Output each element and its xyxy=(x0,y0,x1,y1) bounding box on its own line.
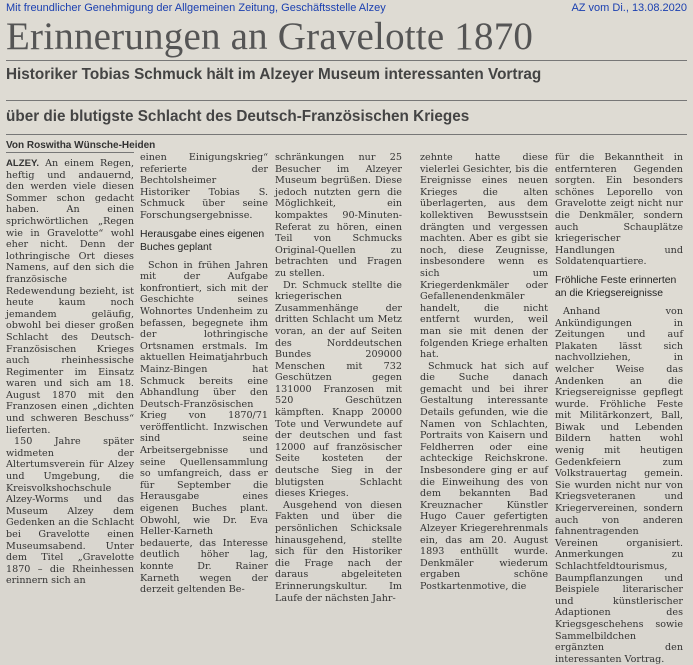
paragraph: Schon in frühen Jahren mit der Aufgabe konfrontiert, sich mit der Geschichte seines Wohnortes Undenheim zu befassen, begegnete ihm der lothringische Ortsnamen erstmals. Im aktuellen Heimatjahrbuch Mainz-Bingen hat Schmuck bereits eine Abhandlung über den Deutsch-Französischen Krieg von 1870/71 veröffentlicht. Inzwischen sind seine Arbeitsergebnisse und seine Quellensammlung so umfangreich, dass er für September die Herausgabe eines eigenen Buches plant. Obwohl, wie Dr. Eva Heller-Karneth bedauerte, das Interesse deutlich höher lag, konnte Dr. Rainer Karneth wegen der derzeit geltenden Be- xyxy=(140,259,268,596)
text-column-1 xyxy=(6,158,134,587)
text-column-2 xyxy=(140,152,268,596)
author-byline: Von Roswitha Wünsche-Heiden xyxy=(6,140,156,151)
dateline: ALZEY. xyxy=(6,158,40,169)
paragraph: einen Einigungskrieg“ referierte der Bechtolsheimer Historiker Tobias S. Schmuck über seine Forschungsergebnisse. xyxy=(140,152,268,221)
paragraph: 150 Jahre später widmeten der Altertumsverein für Alzey und Umgebung, die Kreisvolkshochschule Alzey-Worms und das Museum Alzey dem Gedenken an die Schlacht bei Gravelotte einen Museumsabend. Unter dem Titel „Gravelotte 1870 – die Rheinhessen erinnern sich an xyxy=(6,436,134,587)
article-subheading-1: Historiker Tobias Schmuck hält im Alzeyer Museum interessanten Vortrag xyxy=(6,66,542,83)
text-column-5 xyxy=(555,152,683,665)
paragraph xyxy=(6,158,134,436)
text-column-4 xyxy=(420,152,548,592)
paragraph: Ausgehend von diesen Fakten und über die persönlichen Schicksale hinausgehend, stellte sich für den Historiker die Frage nach der daraus abgeleiteten Erinnerungskultur. Im Laufe der nächsten Jahr- xyxy=(275,499,402,604)
text-column-3 xyxy=(275,152,402,604)
section-subheading: Fröhliche Feste erinnerten an die Kriegsereignisse xyxy=(555,274,677,299)
divider xyxy=(6,134,687,135)
paragraph: Schmuck hat sich auf die Suche danach gemacht und bei ihrer Gestaltung interessante Details gefunden, wie die Namen von Schlachten, Portraits von Kaisern und Feldherren oder eine achteckige Reichskrone. Insbesondere ging er auf die Einweihung des von dem bekannten Bad Kreuznacher Künstler Hugo Cauer gefertigten Alzeyer Kriegerehrenmals ein, das am 20. August 1893 enthüllt wurde. Denkmäler wiederum ergaben schöne Postkartenmotive, die xyxy=(420,360,548,592)
article-subheading-2: über die blutigste Schlacht des Deutsch-Französischen Krieges xyxy=(6,108,470,125)
paragraph: Anhand von Ankündigungen in Zeitungen und auf Plakaten lässt sich nachvollziehen, in welcher Weise das Andenken an die Kriegsereignisse gepflegt wurde. Fröhliche Feste mit Militärkonzert, Ball, Biwak und Lebenden Bildern hatten wohl wenig mit heutigen Gedenkfeiern zum Volkstrauertag gemein. Sie wurden nicht nur von Kriegsveteranen und Kriegervereinen, sondern auch von anderen fahnentragenden Vereinen organisiert. Anmerkungen zu Schlachtfeldtourismus, Baumpflanzungen und Beispiele literarischer und künstlerischer Adaptionen des Kriegsgeschehens sowie Sammelbildchen ergänzten den interessanten Vortrag. xyxy=(555,305,683,665)
paragraph: schränkungen nur 25 Besucher im Alzeyer Museum begrüßen. Diese jedoch nutzten gern die Möglichkeit, ein kompaktes 90-Minuten-Referat zu hören, einen Teil von Schmucks Original-Quellen zu betrachten und Fragen zu stellen. xyxy=(275,152,402,279)
paragraph: für die Bekanntheit in entfernteren Gegenden sorgten. Ein besonders schönes Leporello von Gravelotte zeigt nicht nur die Denkmäler, sondern auch Schauplätze kriegerischer Handlungen und Soldatenquartiere. xyxy=(555,152,683,268)
source-date: AZ vom Di., 13.08.2020 xyxy=(571,2,687,14)
divider xyxy=(6,100,687,101)
divider xyxy=(6,152,134,153)
article-headline: Erinnerungen an Gravelotte 1870 xyxy=(6,15,534,58)
paragraph: Dr. Schmuck stellte die kriegerischen Zusammenhänge der dritten Schlacht um Metz voran, an der auf Seiten des Norddeutschen Bundes 209000 Menschen mit 732 Geschützen gegen 131000 Franzosen mit 520 Geschützen kämpften. Knapp 20000 Tote und Verwundete auf der deutschen und fast 12000 auf französischer Seite kosteten der deutsche Sieg in der blutigsten Schlacht dieses Krieges. xyxy=(275,279,402,500)
divider xyxy=(6,60,687,61)
publisher-credit: Mit freundlicher Genehmigung der Allgemeinen Zeitung, Geschäftsstelle Alzey xyxy=(6,2,386,14)
paragraph-text: An einem Regen, heftig und andauernd, den werden viele diesen Sommer schon gedacht haben. An einen sprichwörtlichen „Regen wie in Gravelotte“ wohl eher nicht. Denn der lothringische Ort dieses Namens, auf den sich die französische Redewendung bezieht, ist heute kaum noch jemandem geläufig, obwohl bei dieser großen Schlacht des Deutsch-Französischen Krieges auch rheinhessische Regimenter im Einsatz waren und sich am 18. August 1870 mit den Franzosen einen „dichten und schweren Beschuss“ lieferten. xyxy=(6,158,134,436)
paragraph: zehnte hatte diese vielerlei Gesichter, bis die Ereignisse eines neuen Krieges die alten überlagerten, aus dem kollektiven Bewusstsein drängten und vergessen machten. Aber es gibt sie noch, diese Zeugnisse, insbesondere wenn es sich um Kriegerdenkmäler oder Gefallenendenkmäler handelt, die nicht entfernt wurden, weil man sie mit denen der folgenden Kriege erhalten hat. xyxy=(420,152,548,361)
section-subheading: Herausgabe eines eigenen Buches geplant xyxy=(140,228,265,253)
